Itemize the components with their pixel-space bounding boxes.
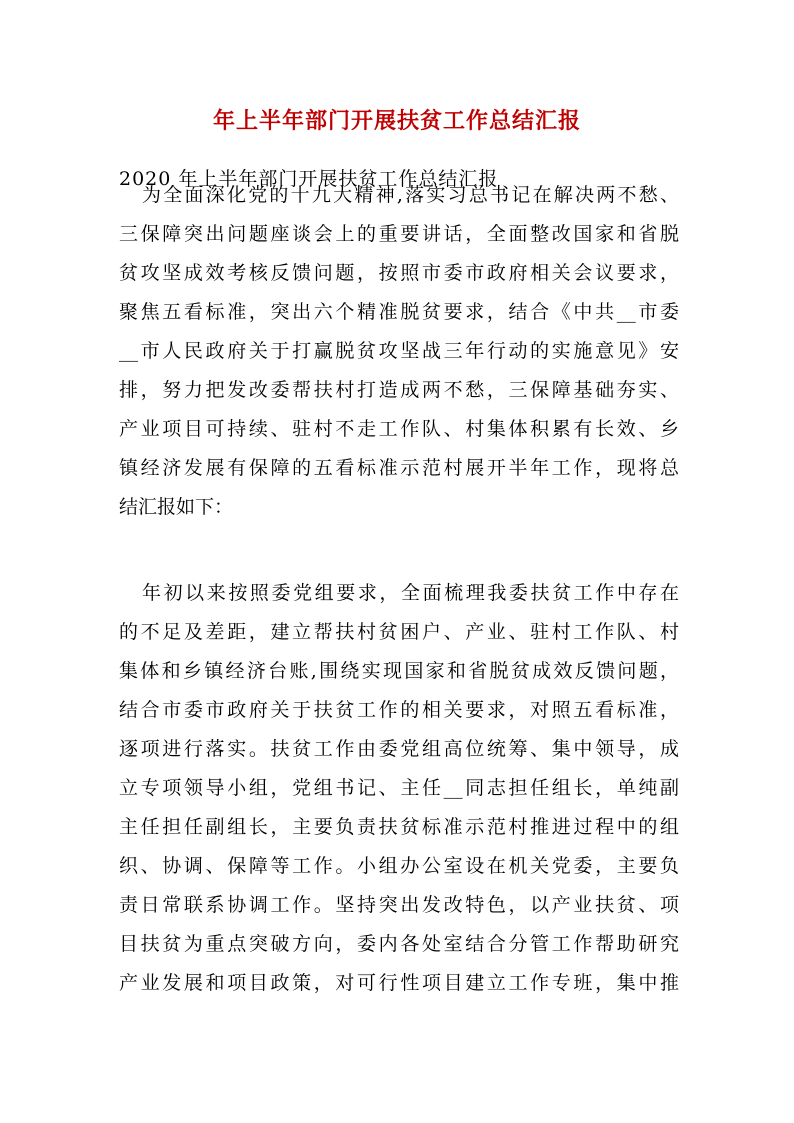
paragraph-line: 逐项进行落实。扶贫工作由委党组高位统筹、集中领导，成 [119,738,679,760]
paragraph-2 [119,574,679,1003]
paragraph-line: 结合市委市政府关于扶贫工作的相关要求，对照五看标准， [119,699,679,721]
paragraph-line: 聚焦五看标准，突出六个精准脱贫要求，结合《中共__市委 [119,301,679,323]
paragraph-line: 立专项领导小组，党组书记、主任__同志担任组长，单纯副 [119,777,679,799]
paragraph-line: 为全面深化党的十九大精神,落实习总书记在解决两不愁、 [142,184,679,206]
paragraph-line: 三保障突出问题座谈会上的重要讲话，全面整改国家和省脱 [119,223,679,245]
paragraph-line: 贫攻坚成效考核反馈问题，按照市委市政府相关会议要求， [119,262,679,284]
paragraph-line: 集体和乡镇经济台账,围绕实现国家和省脱贫成效反馈问题， [119,660,679,682]
paragraph-line: 责日常联系协调工作。坚持突出发改特色，以产业扶贫、项 [119,894,679,916]
paragraph-line: 排，努力把发改委帮扶村打造成两不愁，三保障基础夯实、 [119,379,679,401]
paragraph-line: 产业发展和项目政策，对可行性项目建立工作专班，集中推 [119,972,679,994]
document-subtitle: 2020 年上半年部门开展扶贫工作总结汇报 [119,168,499,190]
paragraph-line: 的不足及差距，建立帮扶村贫困户、产业、驻村工作队、村 [119,621,679,643]
paragraph-line: 主任担任副组长，主要负责扶贫标准示范村推进过程中的组 [119,816,679,838]
document-title: 年上半年部门开展扶贫工作总结汇报 [212,108,581,134]
paragraph-1 [119,176,679,527]
paragraph-line: 结汇报如下： [119,496,234,518]
paragraph-line: 织、协调、保障等工作。小组办公室设在机关党委，主要负 [119,855,679,877]
paragraph-line: __市人民政府关于打赢脱贫攻坚战三年行动的实施意见》安 [119,340,679,362]
paragraph-line: 镇经济发展有保障的五看标准示范村展开半年工作，现将总 [119,457,679,479]
paragraph-line: 目扶贫为重点突破方向，委内各处室结合分管工作帮助研究 [119,933,679,955]
paragraph-line: 产业项目可持续、驻村不走工作队、村集体积累有长效、乡 [119,418,679,440]
paragraph-line: 年初以来按照委党组要求，全面梳理我委扶贫工作中存在 [142,582,679,604]
